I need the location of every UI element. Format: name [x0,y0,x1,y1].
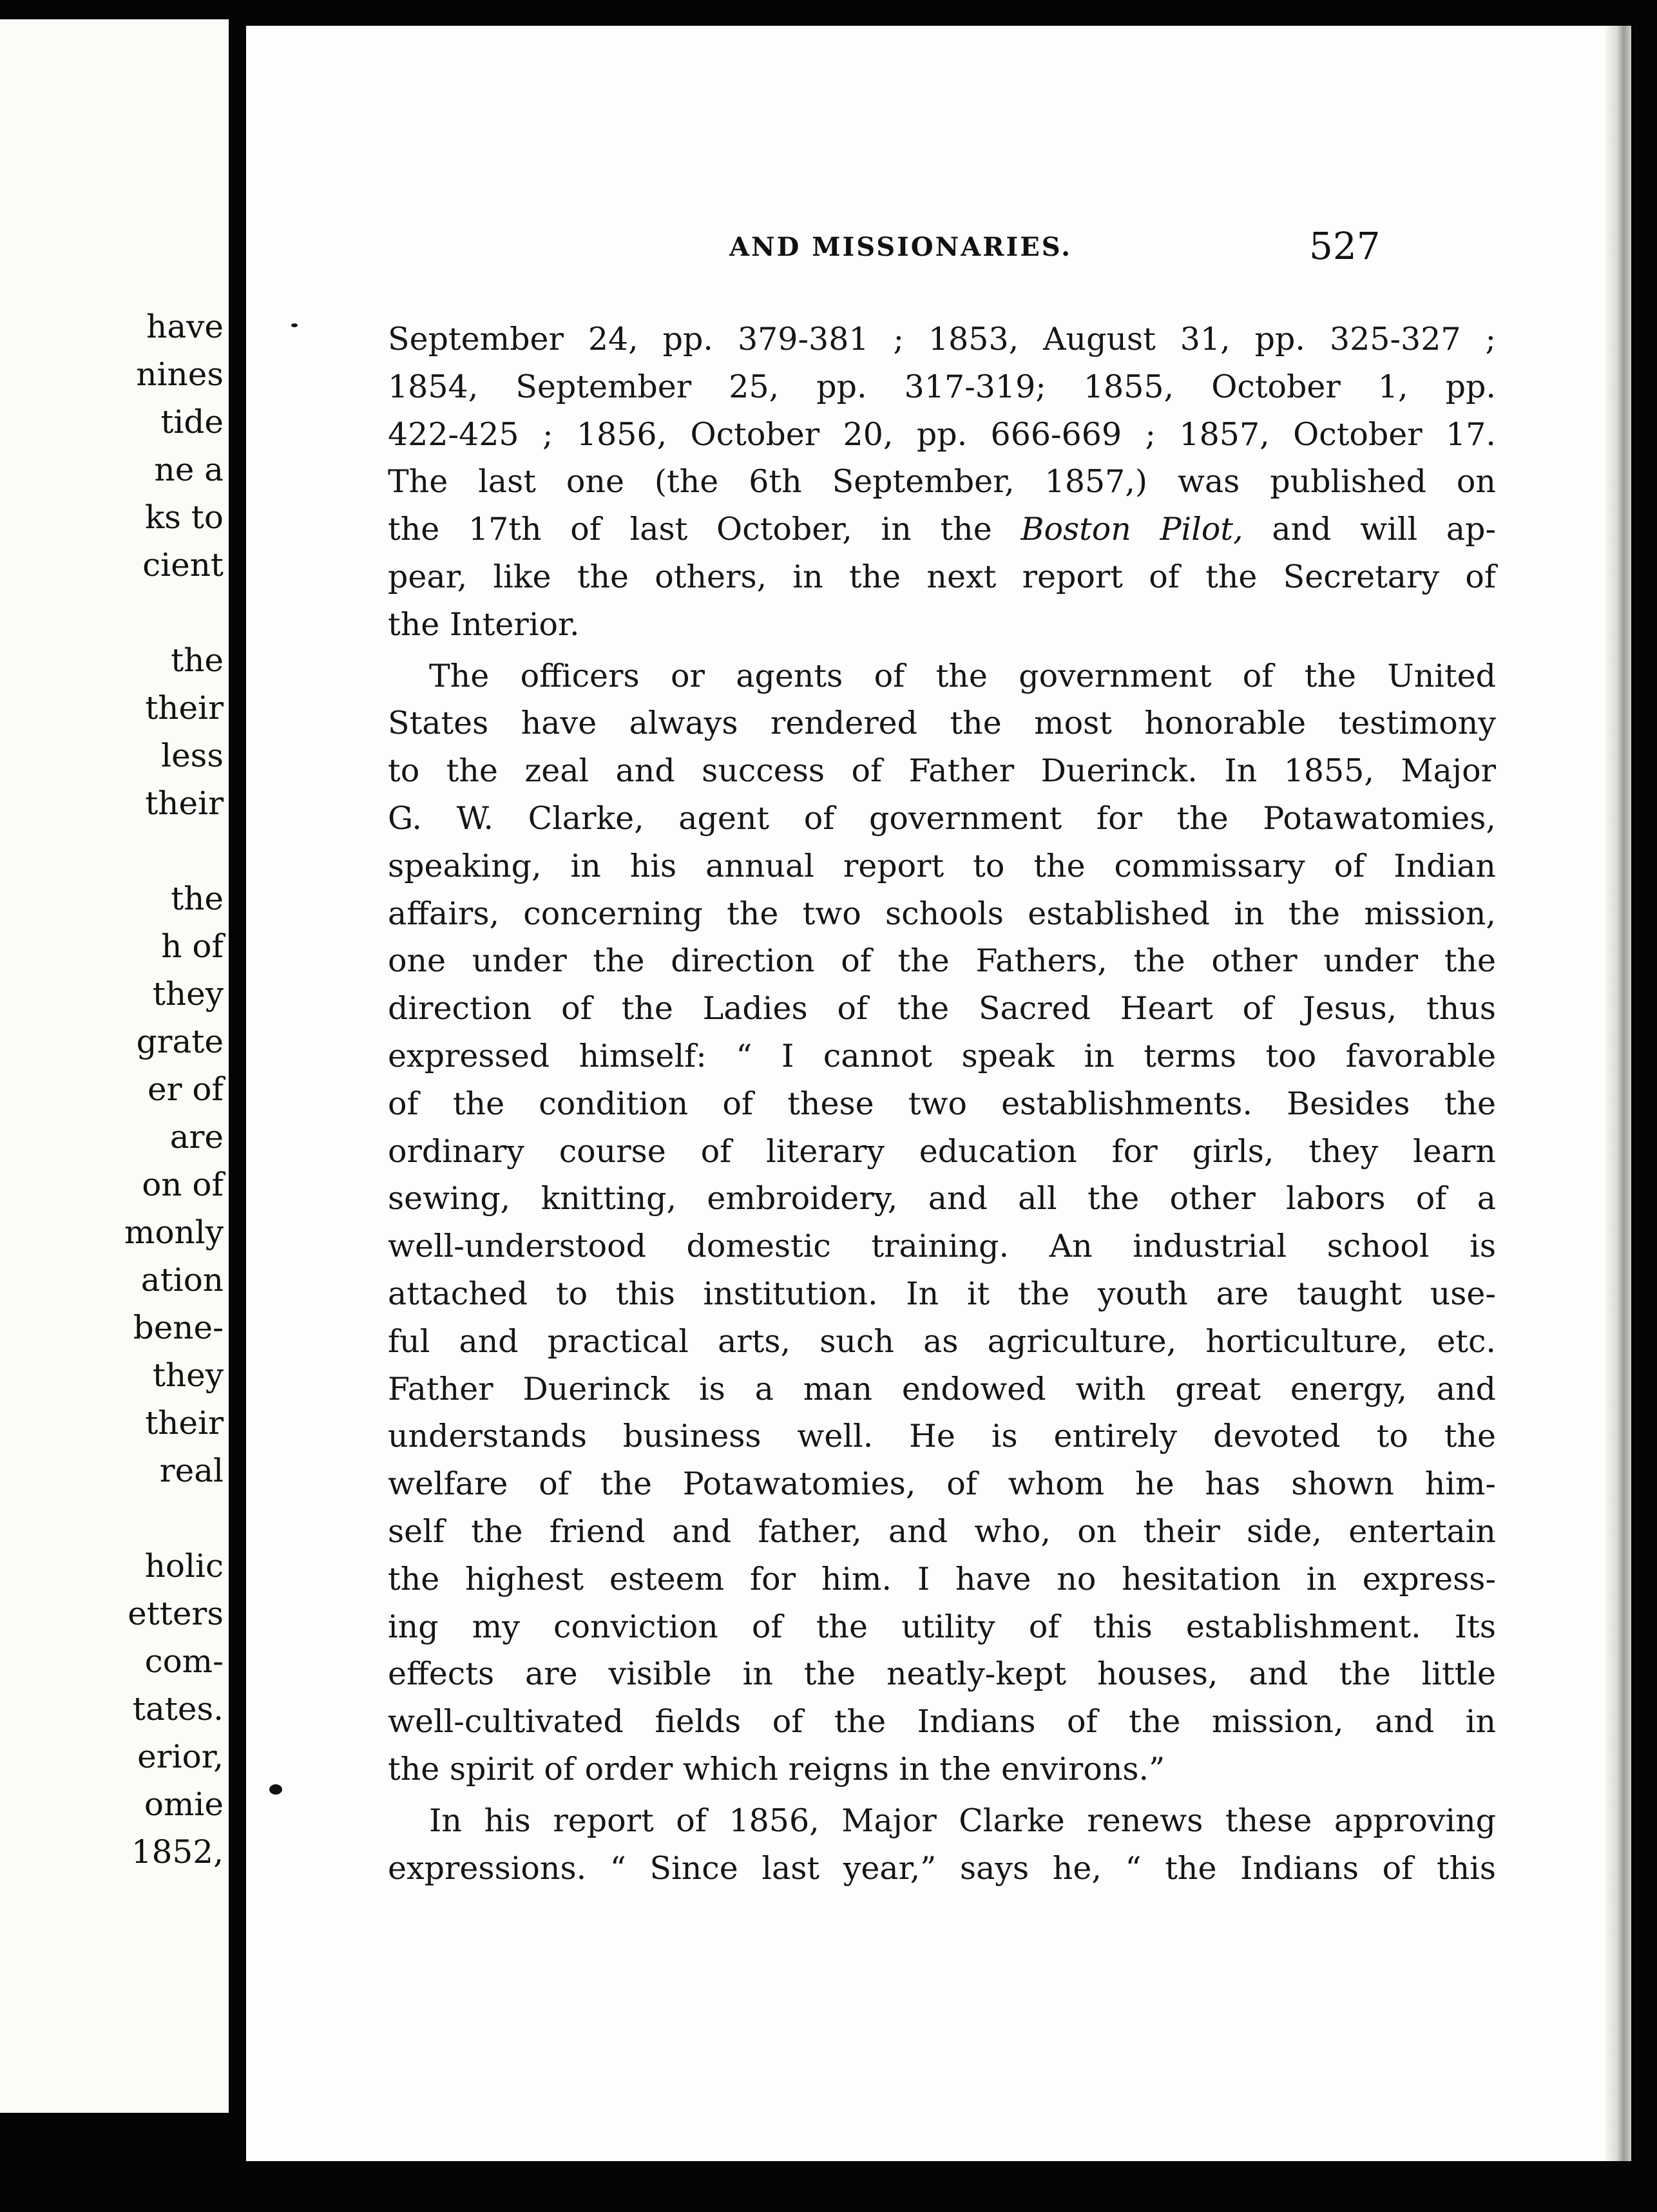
left-page-fragment: er of [148,1071,224,1108]
left-page-fragment: monly [124,1214,224,1251]
left-page-gap [0,827,224,875]
left-page-fragment: ne a [154,451,224,488]
left-page-fragment: they [152,1357,224,1394]
text-line: G. W. Clarke, agent of government for the Potawatomies, [388,799,1496,837]
left-page-fragment: their [145,1404,224,1442]
text-line: The last one (the 6th September, 1857,) was published on [388,463,1496,501]
text-line: well-understood domestic training. An industrial school is [388,1228,1496,1265]
left-page-fragment: the [171,880,224,917]
left-page-fragment: tide [160,403,224,441]
left-page-fragment: less [161,737,224,774]
book-gutter [229,0,248,2212]
left-page-fragment: omie [144,1786,224,1823]
page-number: 527 [1309,224,1381,268]
text-line: self the friend and father, and who, on their side, entertain [388,1512,1496,1550]
left-page-fragment: ation [140,1261,224,1299]
text-line: understands business well. He is entirely devoted to the [388,1418,1496,1455]
text-line: expressions. “ Since last year,” says he, “ the Indians of this [388,1849,1496,1887]
left-page-fragment: nines [136,356,224,393]
text-line: well-cultivated fields of the Indians of the mission, and in [388,1703,1496,1740]
text-line: affairs, concerning the two schools established in the mission, [388,895,1496,932]
left-page-fragment: ks to [144,499,224,536]
left-page-fragment: the [171,642,224,679]
text-line: expressed himself: “ I cannot speak in terms too favorable [388,1037,1496,1074]
running-head: AND MISSIONARIES. [729,232,1073,262]
ink-speck [291,323,298,327]
text-line: the 17th of last October, in the Boston Pilot, and will ap- [388,511,1496,548]
text-line: ordinary course of literary education for girls, they learn [388,1132,1496,1170]
text-line: 422-425 ; 1856, October 20, pp. 666-669 ; 1857, October 17. [388,415,1496,453]
text-line: welfare of the Potawatomies, of whom he has shown him- [388,1465,1496,1503]
text-line: Father Duerinck is a man endowed with great energy, and [388,1370,1496,1407]
left-page-fragment: real [159,1452,224,1489]
text-line: In his report of 1856, Major Clarke renews these approving [429,1802,1496,1839]
text-line: to the zeal and success of Father Duerinck. In 1855, Major [388,752,1496,790]
left-page-fragment: have [146,308,224,345]
left-facing-page [0,19,229,2113]
left-page-fragment: 1852, [131,1833,224,1871]
text-line: effects are visible in the neatly-kept houses, and the little [388,1655,1496,1693]
left-page-gap [0,589,224,636]
left-page-fragment: cient [142,546,224,584]
left-page-fragment: erior, [137,1738,224,1775]
text-line: speaking, in his annual report to the commissary of Indian [388,847,1496,884]
text-line: ing my conviction of the utility of this establishment. Its [388,1608,1496,1645]
left-page-text-fragments [0,303,224,1876]
text-line: one under the direction of the Fathers, the other under the [388,942,1496,980]
text-line: pear, like the others, in the next report of the Secretary of [388,558,1496,595]
page-edge [1605,26,1631,2161]
left-page-fragment: h of [161,928,224,965]
body-text [388,316,1496,1892]
text-line: of the condition of these two establishments. Besides the [388,1085,1496,1122]
left-page-fragment: their [145,785,224,822]
text-line: September 24, pp. 379-381 ; 1853, August 31, pp. 325-327 ; [388,321,1496,358]
text-line: the Interior. [388,605,580,643]
text-line: ful and practical arts, such as agriculture, horticulture, etc. [388,1322,1496,1360]
left-page-fragment: they [152,975,224,1013]
left-page-fragment: holic [144,1547,224,1585]
text-line: The officers or agents of the government of the United [429,657,1496,694]
left-page-gap [0,1494,224,1542]
text-line: attached to this institution. In it the youth are taught use- [388,1275,1496,1312]
text-line: the highest esteem for him. I have no hesitation in express- [388,1560,1496,1597]
left-page-fragment: com- [144,1643,224,1680]
left-page-fragment: on of [142,1166,224,1203]
right-page [246,26,1631,2161]
left-page-fragment: bene- [133,1309,224,1346]
text-line: States have always rendered the most honorable testimony [388,705,1496,742]
text-line: the spirit of order which reigns in the environs.” [388,1750,1165,1788]
left-page-fragment: tates. [132,1690,224,1728]
text-line: 1854, September 25, pp. 317-319; 1855, October 1, pp. [388,368,1496,405]
left-page-fragment: etters [128,1595,224,1632]
ink-speck [269,1784,282,1795]
left-page-fragment: their [145,689,224,727]
text-line: direction of the Ladies of the Sacred Heart of Jesus, thus [388,990,1496,1027]
left-page-fragment: grate [136,1023,224,1060]
text-line: sewing, knitting, embroidery, and all the other labors of a [388,1180,1496,1217]
left-page-fragment: are [169,1118,224,1156]
